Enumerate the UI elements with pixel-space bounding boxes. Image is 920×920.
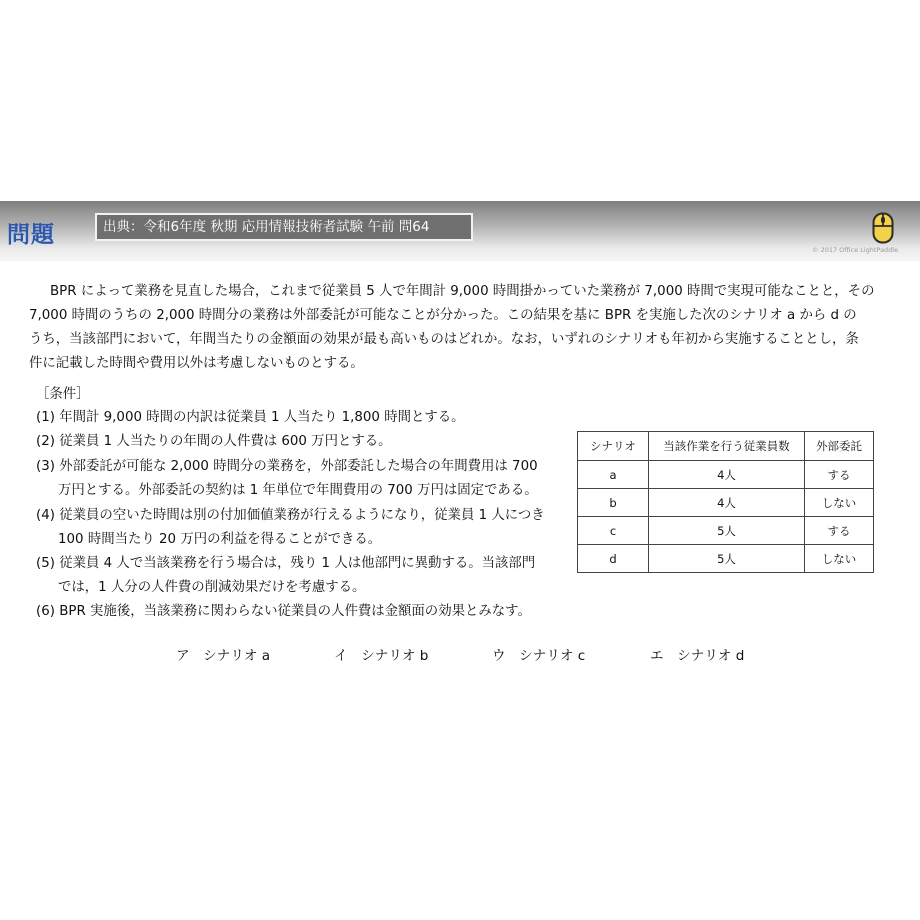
condition-3-cont: 万円とする。外部委託の契約は 1 年単位で年間費用の 700 万円は固定である。 [58,483,538,498]
table-cell: 4人 [649,461,805,489]
table-cell: する [805,461,874,489]
table-cell: 5人 [649,517,805,545]
condition-4: (4) 従業員の空いた時間は別の付加価値業務が行えるようになり，従業員 1 人につき [36,508,545,523]
question-line: うち，当該部門において，年間当たりの金額面の効果が最も高いものはどれか。なお，いずれのシナリオも年初から実施することとし，条 [29,332,859,347]
condition-4-cont: 100 時間当たり 20 万円の利益を得ることができる。 [58,532,382,547]
answer-option-d[interactable]: エ シナリオ d [650,648,745,664]
answer-option-c[interactable]: ウ シナリオ c [492,648,586,664]
question-text [29,280,889,376]
question-line: 件に記載した時間や費用以外は考慮しないものとする。 [29,356,364,371]
condition-6: (6) BPR 実施後，当該業務に関わらない従業員の人件費は金額面の効果とみなす。 [36,604,531,619]
question-line: BPR によって業務を見直した場合，これまで従業員 5 人で年間計 9,000 時間掛かっていた業務が 7,000 時間で実現可能なことと，その [50,284,875,299]
table-cell: 5人 [649,545,805,573]
table-row [578,517,874,545]
condition-2: (2) 従業員 1 人当たりの年間の人件費は 600 万円とする。 [36,434,392,449]
table-cell: a [578,461,649,489]
scenario-table [577,431,874,573]
copyright-text: © 2017 Office LightPaddle [812,246,899,254]
question-label: 問題 [7,222,55,248]
table-row [578,489,874,517]
mouse-icon [872,212,894,244]
conditions-title: ［条件］ [36,387,90,402]
condition-1: (1) 年間計 9,000 時間の内訳は従業員 1 人当たり 1,800 時間とする。 [36,410,465,425]
table-header-row [578,432,874,461]
table-cell: しない [805,489,874,517]
answer-option-a[interactable]: ア シナリオ a [176,648,271,664]
condition-5-cont: では，1 人分の人件費の削減効果だけを考慮する。 [58,580,366,595]
table-header: 外部委託 [805,432,874,461]
question-line: 7,000 時間のうちの 2,000 時間分の業務は外部委託が可能なことが分かった。この結果を基に BPR を実施した次のシナリオ a から d の [29,308,857,323]
table-cell: しない [805,545,874,573]
condition-3: (3) 外部委託が可能な 2,000 時間分の業務を，外部委託した場合の年間費用は 700 [36,459,538,474]
table-cell: d [578,545,649,573]
table-row [578,545,874,573]
table-cell: b [578,489,649,517]
table-cell: する [805,517,874,545]
table-header: シナリオ [578,432,649,461]
table-header: 当該作業を行う従業員数 [649,432,805,461]
condition-5: (5) 従業員 4 人で当該業務を行う場合は，残り 1 人は他部門に異動する。当該部門 [36,556,536,571]
answer-option-b[interactable]: イ シナリオ b [334,648,429,664]
source-label: 出典：令和6年度 秋期 応用情報技術者試験 午前 問64 [95,213,473,241]
table-cell: 4人 [649,489,805,517]
table-row [578,461,874,489]
table-cell: c [578,517,649,545]
